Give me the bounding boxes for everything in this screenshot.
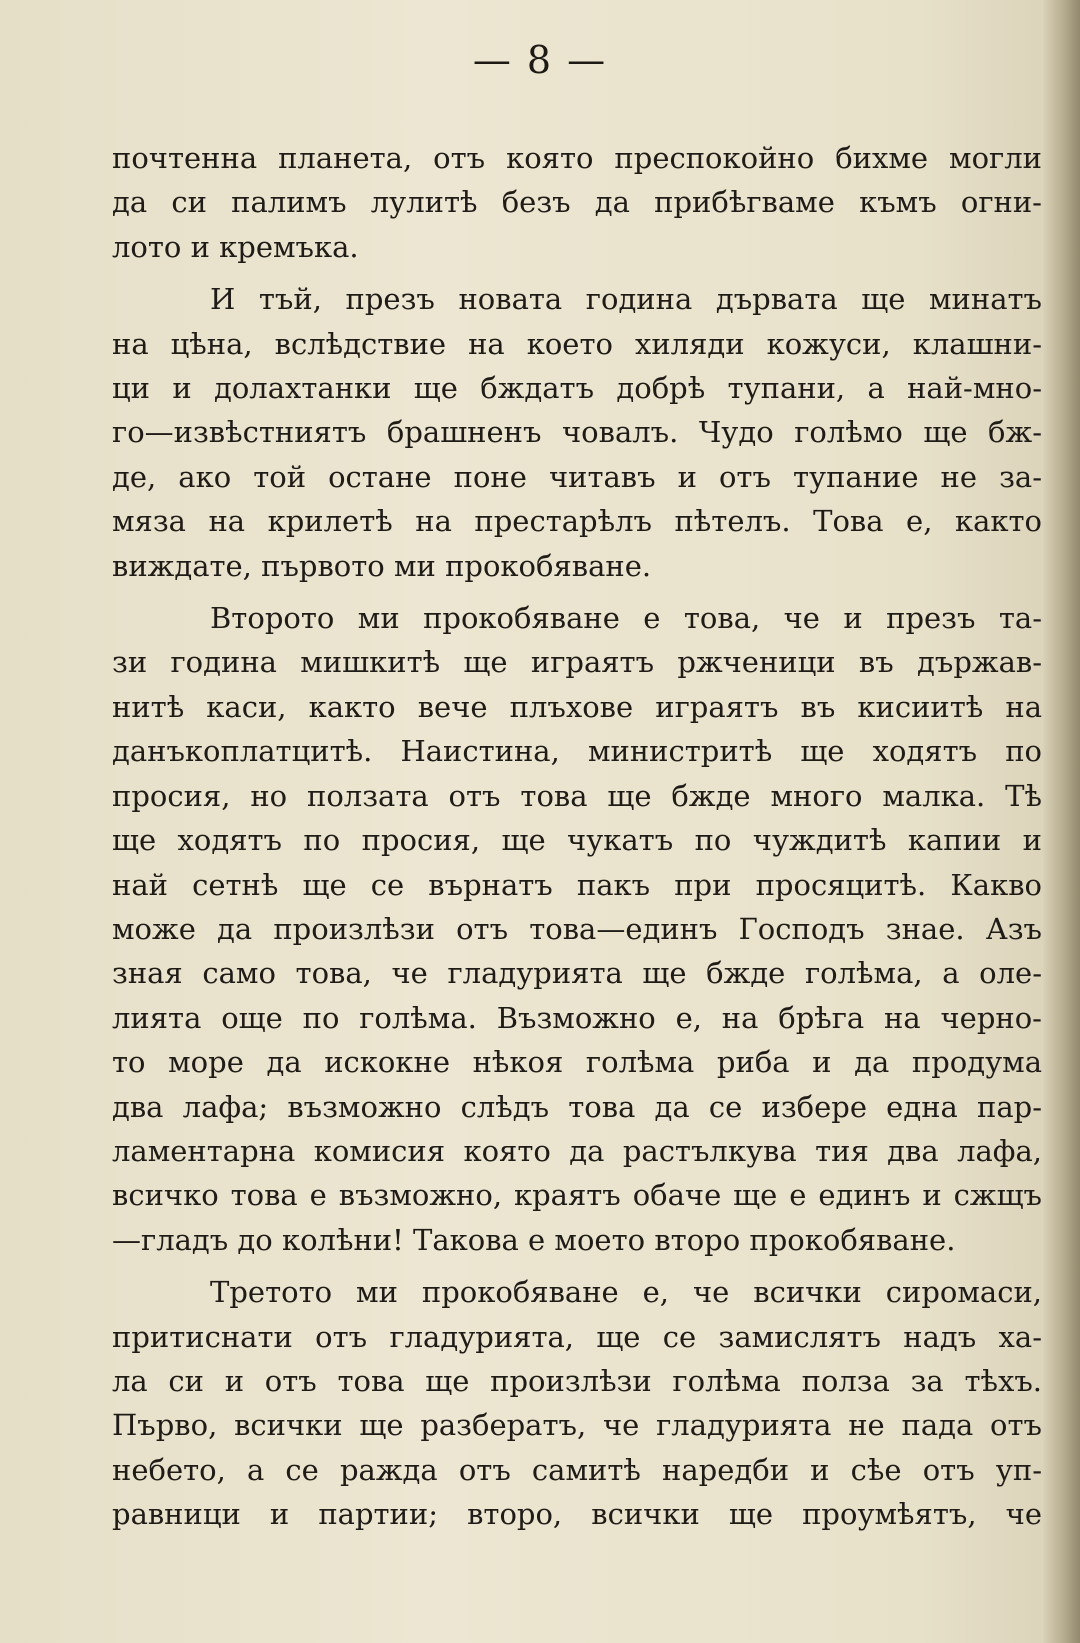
paragraph-4 [112,1270,1042,1536]
text-line: да си палимъ лулитѣ безъ да прибѣгваме къмъ огни- [112,185,1042,220]
text-line: Първо, всички ще разбератъ, че гладурията не пада отъ [112,1408,1042,1443]
text-line: ци и долахтанки ще бждатъ добрѣ тупани, а най-мно- [112,371,1042,406]
text-line: —гладъ до колѣни! Такова е моето второ прокобяване. [112,1222,956,1257]
text-line: Третото ми прокобяване е, че всички сиромаси, [210,1275,1042,1310]
text-line: Второто ми прокобяване е това, че и презъ та- [210,601,1042,636]
page-edge-shadow [1042,0,1080,1643]
body-text [112,136,1042,1537]
paragraph-3 [112,596,1042,1262]
text-line: мяза на крилетѣ на престарѣлъ пѣтелъ. Това е, както [112,504,1042,539]
text-line: И тъй, презъ новата година дървата ще минатъ [210,282,1042,317]
text-line: равници и партии; второ, всички ще проумѣятъ, че [112,1497,1042,1532]
text-line: небето, а се ражда отъ самитѣ наредби и сѣе отъ уп- [112,1452,1042,1487]
text-line: виждате, първото ми прокобяване. [112,548,652,583]
text-line: притиснати отъ гладурията, ще се замислятъ надъ ха- [112,1319,1042,1354]
text-line: ще ходятъ по просия, ще чукатъ по чуждитѣ капии и [112,823,1042,858]
text-line: лото и кремъка. [112,229,359,264]
text-line: най сетнѣ ще се върнатъ пакъ при просяцитѣ. Какво [112,867,1042,902]
text-line: го—извѣстниятъ брашненъ човалъ. Чудо голѣмо ще бж- [112,415,1042,450]
text-line: просия, но ползата отъ това ще бжде много малка. Тѣ [112,778,1042,813]
text-line: може да произлѣзи отъ това—единъ Господъ знае. Азъ [112,911,1042,946]
text-line: ламентарна комисия която да растълкува тия два лафа, [112,1133,1042,1168]
text-line: ла си и отъ това ще произлѣзи голѣма полза за тѣхъ. [112,1363,1042,1398]
text-line: де, ако той остане поне читавъ и отъ тупание не за- [112,459,1042,494]
page-number: — 8 — [472,38,608,82]
text-line: на цѣна, вслѣдствие на което хиляди кожуси, клашни- [112,326,1042,361]
paragraph-2 [112,277,1042,588]
text-line: зи година мишкитѣ ще играятъ ржченици въ държав- [112,645,1042,680]
text-line: нитѣ каси, както вече плъхове играятъ въ кисиитѣ на [112,689,1042,724]
text-line: лията още по голѣма. Възможно е, на брѣга на черно- [112,1000,1042,1035]
text-line: данъкоплатцитѣ. Наистина, министритѣ ще ходятъ по [112,734,1042,769]
text-line: почтенна планета, отъ която преспокойно бихме могли [112,141,1042,175]
text-line: два лафа; възможно слѣдъ това да се избере една пар- [112,1089,1042,1124]
text-line: зная само това, че гладурията ще бжде голѣма, а оле- [112,956,1042,991]
paragraph-1 [112,136,1042,269]
text-line: то море да искокне нѣкоя голѣма риба и да продума [112,1045,1042,1080]
text-line: всичко това е възможно, краятъ обаче ще е единъ и сжщъ [112,1178,1042,1213]
